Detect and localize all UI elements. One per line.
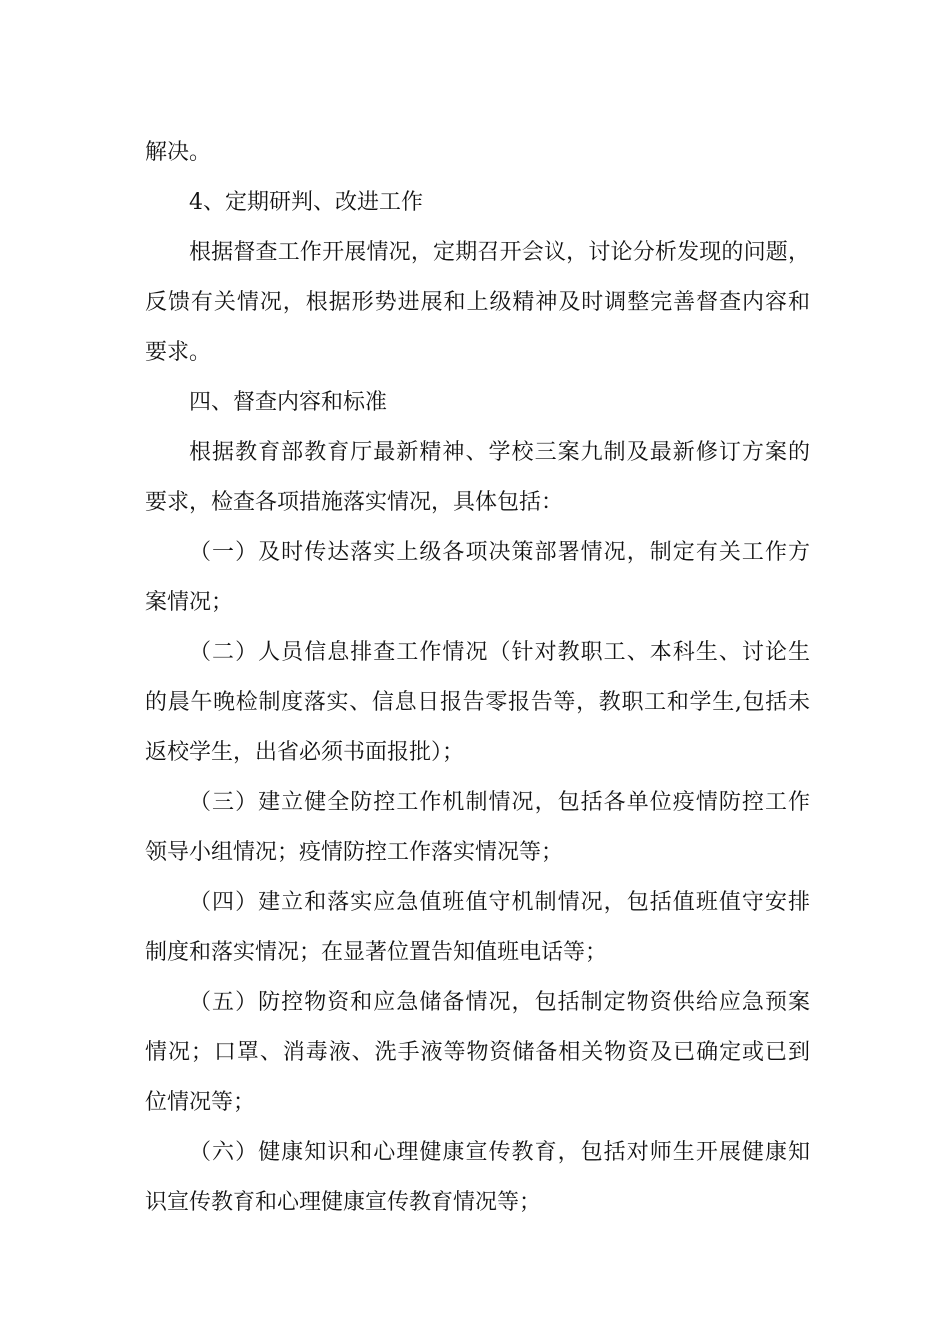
text-line: （一）及时传达落实上级各项决策部署情况，制定有关工作方: [189, 540, 810, 565]
text-line: 反馈有关情况，根据形势进展和上级精神及时调整完善督查内容和: [145, 290, 810, 315]
text-line: 解决。: [145, 140, 212, 165]
text-line: 案情况；: [145, 590, 234, 615]
text-line: 的晨午晚检制度落实、信息日报告零报告等，教职工和学生,包括未: [145, 690, 810, 715]
text-line: 要求。: [145, 340, 212, 365]
text-line: 根据督查工作开展情况，定期召开会议，讨论分析发现的问题，: [189, 240, 810, 265]
text-line: 4、定期研判、改进工作: [189, 190, 423, 215]
document-body: [145, 128, 810, 1228]
text-line: （三）建立健全防控工作机制情况，包括各单位疫情防控工作: [189, 790, 810, 815]
text-line: 位情况等；: [145, 1090, 256, 1115]
text-line: （五）防控物资和应急储备情况，包括制定物资供给应急预案: [189, 990, 810, 1015]
text-line: 制度和落实情况；在显著位置告知值班电话等；: [145, 940, 608, 965]
text-line: 要求，检查各项措施落实情况，具体包括：: [145, 490, 564, 515]
section-heading: 四、督查内容和标准: [189, 390, 388, 415]
text-line: （二）人员信息排查工作情况（针对教职工、本科生、讨论生: [189, 640, 810, 665]
text-line: 根据教育部教育厅最新精神、学校三案九制及最新修订方案的: [189, 440, 810, 465]
text-line: 识宣传教育和心理健康宣传教育情况等；: [145, 1190, 542, 1215]
text-line: 返校学生，出省必须书面报批）；: [145, 740, 465, 765]
text-line: （四）建立和落实应急值班值守机制情况，包括值班值守安排: [189, 890, 810, 915]
text-line: 领导小组情况；疫情防控工作落实情况等；: [145, 840, 564, 865]
text-line: 情况；口罩、消毒液、洗手液等物资储备相关物资及已确定或已到: [145, 1040, 810, 1065]
text-line: （六）健康知识和心理健康宣传教育，包括对师生开展健康知: [189, 1140, 810, 1165]
